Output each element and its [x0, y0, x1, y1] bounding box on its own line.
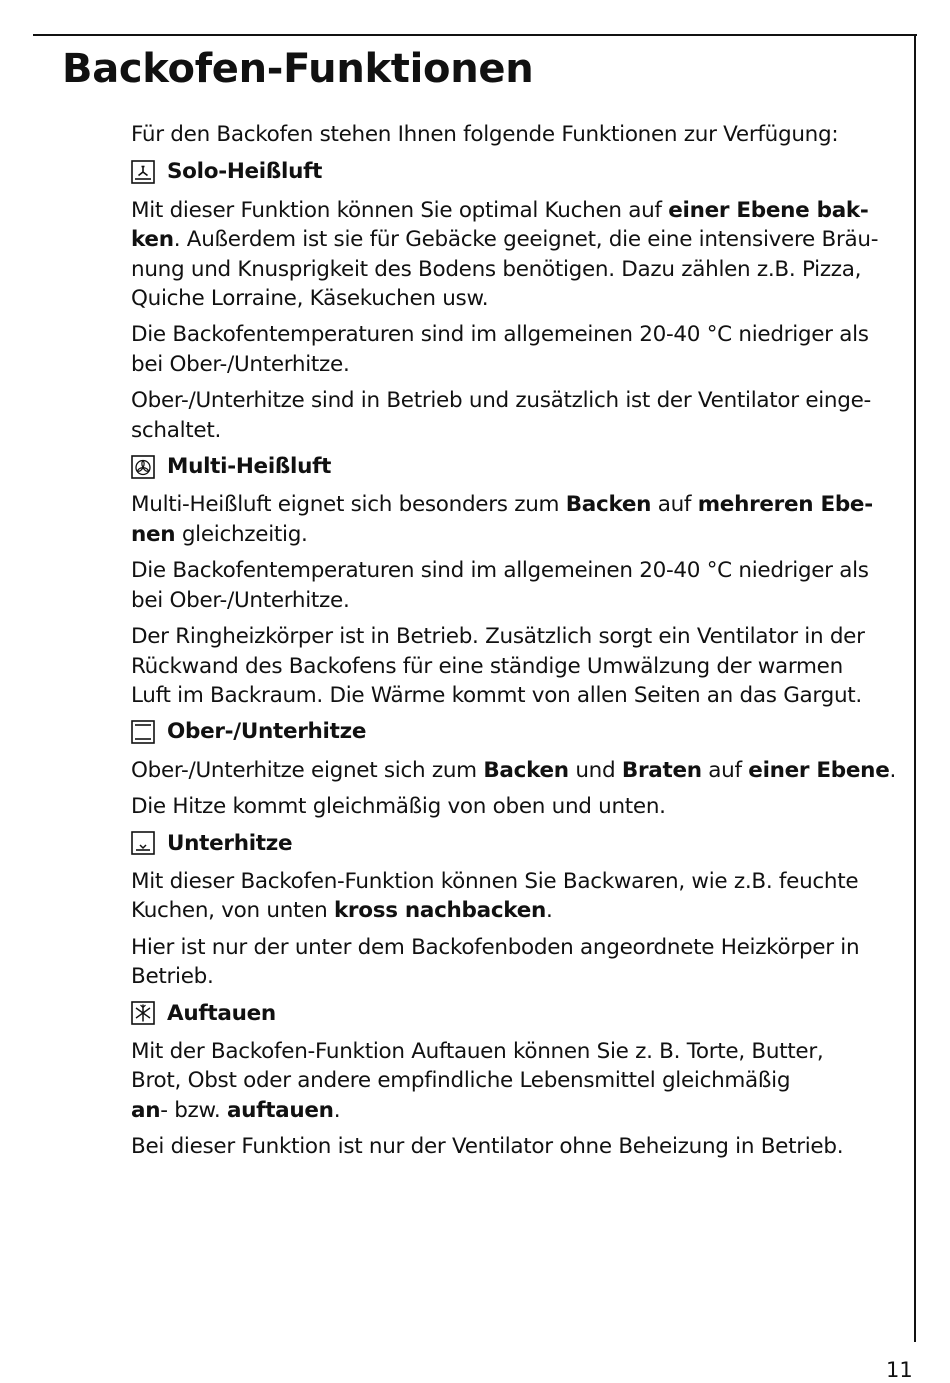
- text-run: auf: [701, 757, 749, 783]
- section-heading: [131, 999, 897, 1028]
- body-paragraph: [131, 867, 897, 926]
- bold-text: Backen: [483, 757, 569, 783]
- bold-text: einer Ebene: [748, 757, 890, 783]
- bold-text: an: [131, 1097, 161, 1123]
- text-run: Der Ringheizkörper ist in Betrieb. Zusätzlich sorgt ein Ventilator in der: [131, 624, 865, 650]
- right-rule: [914, 34, 916, 1342]
- text-run: Rückwand des Backofens für eine ständige Umwälzung der warmen: [131, 653, 843, 679]
- text-run: .: [333, 1097, 341, 1123]
- section-heading-label: Multi-Heißluft: [167, 454, 332, 480]
- bold-text: ken: [131, 227, 174, 253]
- text-run: - bzw.: [160, 1097, 227, 1123]
- text-run: schaltet.: [131, 417, 222, 443]
- body-paragraph: [131, 756, 897, 785]
- text-run: Ober-/Unterhitze eignet sich zum: [131, 757, 484, 783]
- bold-text: kross nachbacken: [333, 898, 547, 924]
- section-heading: [131, 829, 897, 858]
- bold-text: Backen: [565, 492, 652, 518]
- solo-fan-icon: [131, 160, 155, 184]
- text-run: auf: [651, 492, 698, 518]
- content: [131, 120, 897, 1169]
- text-run: und: [568, 757, 622, 783]
- text-run: Die Hitze kommt gleichmäßig von oben und unten.: [131, 794, 666, 820]
- body-paragraph: [131, 933, 897, 992]
- section-heading: [131, 157, 897, 186]
- top-rule: [33, 34, 917, 36]
- text-run: Bei dieser Funktion ist nur der Ventilator ohne Beheizung in Betrieb.: [131, 1134, 844, 1160]
- text-run: bei Ober-/Unterhitze.: [131, 587, 350, 613]
- text-run: bei Ober-/Unterhitze.: [131, 351, 350, 377]
- multi-fan-icon: [131, 455, 155, 479]
- body-paragraph: [131, 792, 897, 821]
- bottom-heat-icon: [131, 831, 155, 855]
- text-run: Mit der Backofen-Funktion Auftauen können Sie z. B. Torte, Butter,: [131, 1038, 824, 1064]
- text-run: Die Backofentemperaturen sind im allgemeinen 20-40 °C niedriger als: [131, 558, 869, 584]
- body-paragraph: [131, 1037, 897, 1125]
- section-heading-label: Unterhitze: [167, 830, 293, 856]
- body-paragraph: [131, 386, 897, 445]
- body-paragraph: [131, 556, 897, 615]
- bold-text: nen: [131, 521, 176, 547]
- top-bottom-heat-icon: [131, 720, 155, 744]
- bold-text: Braten: [621, 757, 702, 783]
- page-title: Backofen-Funktionen: [62, 46, 534, 92]
- text-run: Multi-Heißluft eignet sich besonders zum: [131, 492, 566, 518]
- text-run: . Außerdem ist sie für Gebäcke geeignet, die eine intensivere Bräu-: [173, 227, 879, 253]
- bold-text: einer Ebene bak-: [668, 197, 869, 223]
- body-paragraph: [131, 196, 897, 314]
- text-run: Kuchen, von unten: [131, 898, 334, 924]
- text-run: Hier ist nur der unter dem Backofenboden angeordnete Heizkörper in: [131, 934, 860, 960]
- text-run: Die Backofentemperaturen sind im allgemeinen 20-40 °C niedriger als: [131, 322, 869, 348]
- bold-text: mehreren Ebe-: [697, 492, 873, 518]
- text-run: Ober-/Unterhitze sind in Betrieb und zusätzlich ist der Ventilator einge-: [131, 388, 871, 414]
- body-paragraph: [131, 320, 897, 379]
- intro-text: Für den Backofen stehen Ihnen folgende Funktionen zur Verfügung:: [131, 122, 839, 147]
- bold-text: auftauen: [226, 1097, 334, 1123]
- text-run: .: [546, 898, 553, 924]
- body-paragraph: [131, 490, 897, 549]
- text-run: Brot, Obst oder andere empfindliche Lebensmittel gleichmäßig: [131, 1068, 791, 1094]
- text-run: Mit dieser Backofen-Funktion können Sie Backwaren, wie z.B. feuchte: [131, 868, 859, 894]
- section-heading-label: Solo-Heißluft: [167, 159, 323, 185]
- section-heading-label: Ober-/Unterhitze: [167, 719, 367, 745]
- body-paragraph: [131, 1132, 897, 1161]
- section-heading: [131, 717, 897, 746]
- text-run: Betrieb.: [131, 964, 214, 990]
- body-paragraph: [131, 622, 897, 710]
- section-heading: [131, 452, 897, 481]
- text-run: Luft im Backraum. Die Wärme kommt von allen Seiten an das Gargut.: [131, 682, 862, 708]
- text-run: nung und Knusprigkeit des Bodens benötigen. Dazu zählen z.B. Pizza,: [131, 256, 862, 282]
- text-run: .: [889, 757, 897, 783]
- text-run: Mit dieser Funktion können Sie optimal Kuchen auf: [131, 197, 669, 223]
- section-heading-label: Auftauen: [167, 1000, 276, 1026]
- page-number: 11: [886, 1358, 913, 1382]
- defrost-icon: [131, 1001, 155, 1025]
- text-run: gleichzeitig.: [175, 521, 308, 547]
- text-run: Quiche Lorraine, Käsekuchen usw.: [131, 286, 489, 312]
